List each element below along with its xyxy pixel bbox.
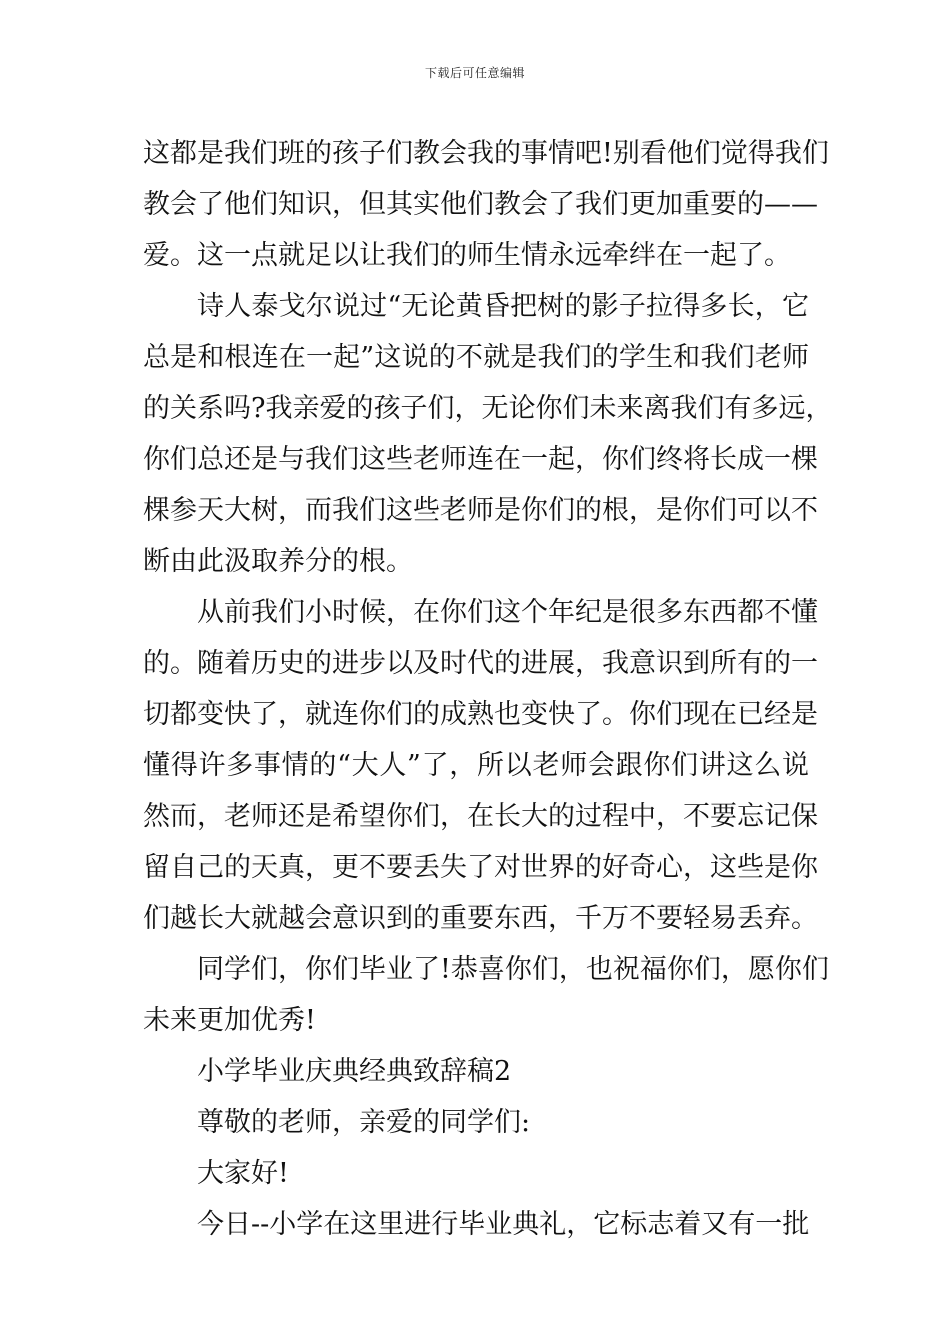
text-line: 棵参天大树，而我们这些老师是你们的根，是你们可以不 xyxy=(143,495,818,526)
text-line: 今日--小学在这里进行毕业典礼，它标志着又有一批 xyxy=(197,1209,810,1240)
page-header: 下载后可任意编辑 xyxy=(424,66,525,80)
text-line: 然而，老师还是希望你们，在长大的过程中，不要忘记保 xyxy=(143,801,818,832)
text-line: 的。随着历史的进步以及时代的进展，我意识到所有的一 xyxy=(143,648,818,679)
text-line: 的关系吗?我亲爱的孩子们，无论你们未来离我们有多远， xyxy=(143,393,833,424)
text-line: 留自己的天真，更不要丢失了对世界的好奇心，这些是你 xyxy=(143,852,818,883)
text-line: 你们总还是与我们这些老师连在一起，你们终将长成一棵 xyxy=(143,444,818,475)
text-line: 总是和根连在一起”这说的不就是我们的学生和我们老师 xyxy=(143,342,809,373)
text-line: 同学们，你们毕业了!恭喜你们，也祝福你们，愿你们 xyxy=(197,954,829,985)
text-line: 未来更加优秀! xyxy=(143,1005,316,1036)
text-line: 爱。这一点就足以让我们的师生情永远牵绊在一起了。 xyxy=(143,240,791,271)
text-line: 懂得许多事情的“大人”了，所以老师会跟你们讲这么说 xyxy=(143,750,809,781)
document-body xyxy=(143,128,833,1250)
text-line: 诗人泰戈尔说过“无论黄昏把树的影子拉得多长，它 xyxy=(197,291,809,322)
text-line: 这都是我们班的孩子们教会我的事情吧!别看他们觉得我们 xyxy=(143,138,829,169)
text-line: 尊敬的老师，亲爱的同学们: xyxy=(197,1107,531,1138)
text-line: 们越长大就越会意识到的重要东西，千万不要轻易丢弃。 xyxy=(143,903,818,934)
text-line: 从前我们小时候，在你们这个年纪是很多东西都不懂 xyxy=(197,597,818,628)
text-line: 大家好! xyxy=(197,1158,289,1189)
text-line: 小学毕业庆典经典致辞稿2 xyxy=(197,1056,512,1087)
text-line: 切都变快了，就连你们的成熟也变快了。你们现在已经是 xyxy=(143,699,818,730)
text-line: 教会了他们知识，但其实他们教会了我们更加重要的—— xyxy=(143,189,818,220)
text-line: 断由此汲取养分的根。 xyxy=(143,546,413,577)
